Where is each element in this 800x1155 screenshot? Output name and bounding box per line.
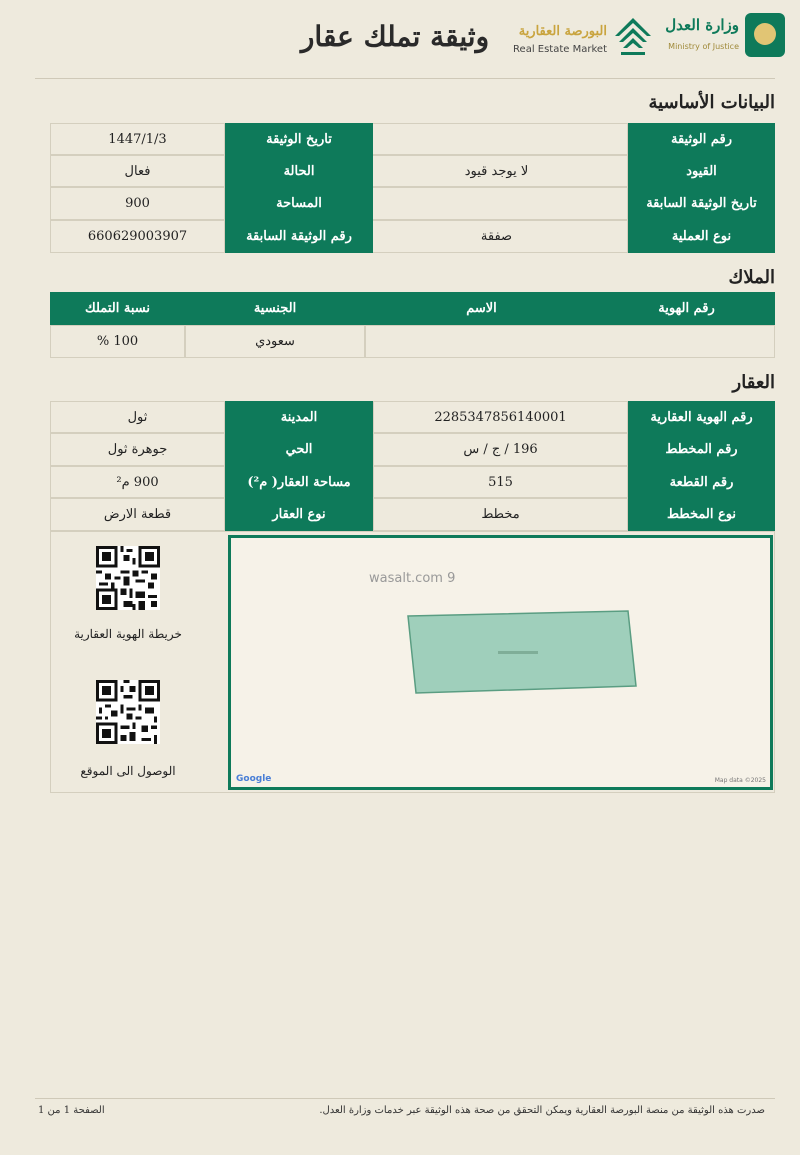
- header-divider: [35, 78, 775, 79]
- value-restrictions: لا يوجد قيود: [365, 155, 628, 187]
- location-qr-icon[interactable]: [96, 680, 160, 744]
- footer-divider: [35, 1098, 775, 1099]
- label-plan-type: نوع المخطط: [628, 498, 775, 531]
- google-logo: Google: [236, 774, 272, 784]
- page-number: الصفحة 1 من 1: [38, 1105, 105, 1116]
- value-previous-document-number: 660629003907: [50, 220, 225, 253]
- location-qr-label: الوصول الى الموقع: [80, 764, 176, 778]
- document-title: وثيقة تملك عقار: [300, 20, 490, 53]
- label-plot-number: رقم القطعة: [628, 466, 775, 498]
- value-area: 900: [50, 187, 225, 220]
- label-previous-document-date: تاريخ الوثيقة السابقة: [628, 187, 775, 220]
- value-city: ثول: [50, 401, 225, 433]
- map-watermark: wasalt.com 9: [369, 571, 456, 586]
- label-document-number: رقم الوثيقة: [628, 123, 775, 155]
- value-previous-document-date: [365, 187, 628, 220]
- label-status: الحالة: [225, 155, 373, 187]
- label-city: المدينة: [225, 401, 373, 433]
- label-property-area: مساحة العقار( م²): [225, 466, 373, 498]
- value-operation-type: صفقة: [365, 220, 628, 253]
- label-area: المساحة: [225, 187, 373, 220]
- property-map[interactable]: [228, 535, 773, 790]
- label-previous-document-number: رقم الوثيقة السابقة: [225, 220, 373, 253]
- value-document-number: [365, 123, 628, 155]
- ministry-of-justice-logo: [665, 10, 785, 62]
- real-estate-market-icon: [611, 12, 655, 60]
- value-plan-type: مخطط: [373, 498, 628, 531]
- parcel-map-canvas: [231, 538, 770, 787]
- label-district: الحي: [225, 433, 373, 466]
- parcel-label-mark: [498, 651, 538, 654]
- value-property-type: قطعة الارض: [50, 498, 225, 531]
- value-document-date: 1447/1/3: [50, 123, 225, 155]
- property-map-qr-label: خريطة الهوية العقارية: [74, 627, 182, 641]
- rem-name-en: Real Estate Market: [513, 44, 607, 55]
- document-header: [0, 0, 800, 80]
- label-document-date: تاريخ الوثيقة: [225, 123, 373, 155]
- value-property-id: 2285347856140001: [373, 401, 628, 433]
- footer-note: صدرت هذه الوثيقة من منصة البورصة العقارية ويمكن التحقق من صحة هذه الوثيقة عبر خدمات وزارة العدل.: [319, 1105, 765, 1116]
- value-status: فعال: [50, 155, 225, 187]
- value-plan-number: 196 / ج / س: [373, 433, 628, 466]
- moj-emblem-icon: [745, 13, 785, 57]
- map-attribution: Map data ©2025: [714, 777, 766, 784]
- real-estate-market-logo: [513, 12, 655, 62]
- owner-id-name: [365, 325, 775, 358]
- owner-nationality: سعودي: [185, 325, 365, 358]
- owners-header-ownership-ratio: نسبة التملك: [50, 292, 185, 325]
- section-title-owners: الملاك: [728, 267, 775, 288]
- owner-ownership-ratio: 100 %: [50, 325, 185, 358]
- section-title-basic: البيانات الأساسية: [648, 92, 775, 113]
- owners-header-id: رقم الهوية: [598, 292, 775, 325]
- label-property-id: رقم الهوية العقارية: [628, 401, 775, 433]
- value-district: جوهرة ثول: [50, 433, 225, 466]
- label-plan-number: رقم المخطط: [628, 433, 775, 466]
- value-property-area: 900 م²: [50, 466, 225, 498]
- value-plot-number: 515: [373, 466, 628, 498]
- label-restrictions: القيود: [628, 155, 775, 187]
- logos: [513, 10, 785, 62]
- owners-header-nationality: الجنسية: [185, 292, 365, 325]
- moj-name: وزارة العدل: [665, 16, 739, 34]
- label-operation-type: نوع العملية: [628, 220, 775, 253]
- rem-name: البورصة العقارية: [518, 24, 607, 39]
- label-property-type: نوع العقار: [225, 498, 373, 531]
- section-title-property: العقار: [732, 372, 775, 393]
- owners-header-name: الاسم: [365, 292, 598, 325]
- moj-name-en: Ministry of Justice: [668, 42, 739, 51]
- property-map-qr-icon[interactable]: [96, 546, 160, 610]
